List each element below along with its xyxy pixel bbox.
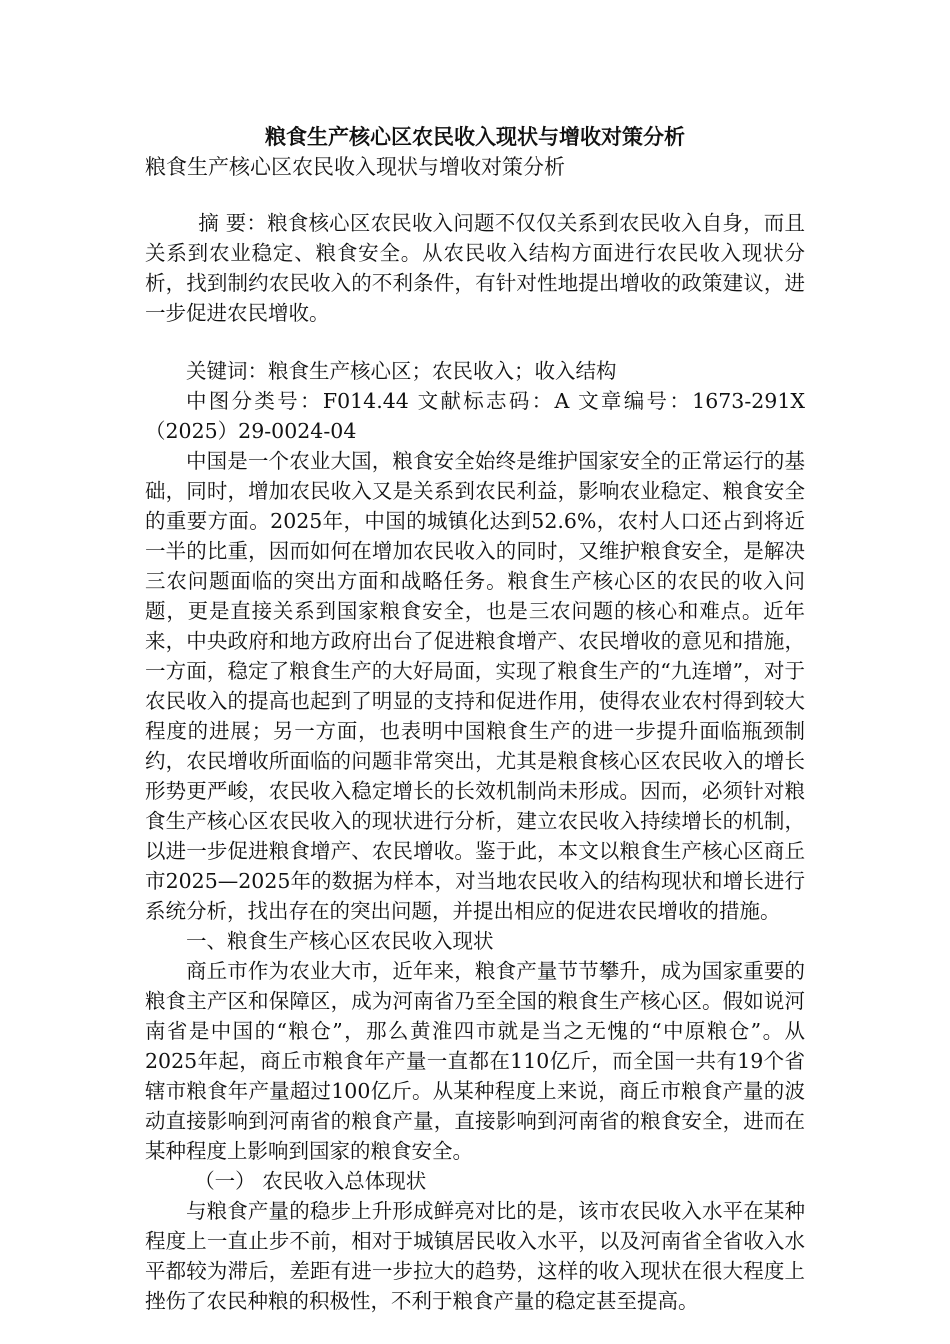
section-heading: 一、粮食生产核心区农民收入现状 <box>186 929 494 953</box>
document-subtitle: 粮食生产核心区农民收入现状与增收对策分析 <box>145 155 565 179</box>
document-page <box>145 122 805 1316</box>
intro-paragraph: 中国是一个农业大国，粮食安全始终是维护国家安全的正常运行的基础，同时，增加农民收入又是关系到农民利益，影响农业稳定、粮食安全的重要方面。2025年，中国的城镇化达到52.6%，农村人口还占到将近一半的比重，因而如何在增加农民收入的同时，又维护粮食安全，是解决三农问题面临的突出方面和战略任务。粮食生产核心区的农民的收入问题，更是直接关系到国家粮食安全，也是三农问题的核心和难点。近年来，中央政府和地方政府出台了促进粮食增产、农民增收的意见和措施，一方面，稳定了粮食生产的大好局面，实现了粮食生产的“九连增”，对于农民收入的提高也起到了明显的支持和促进作用，使得农业农村得到较大程度的进展；另一方面，也表明中国粮食生产的进一步提升面临瓶颈制约，农民增收所面临的问题非常突出，尤其是粮食核心区农民收入的增长形势更严峻，农民收入稳定增长的长效机制尚未形成。因而，必须针对粮食生产核心区农民收入的现状进行分析，建立农民收入持续增长的机制，以进一步促进粮食增产、农民增收。鉴于此，本文以粮食生产核心区商丘市2025—2025年的数据为样本，对当地农民收入的结构现状和增长进行系统分析，找出存在的突出问题，并提出相应的促进农民增收的措施。 <box>145 449 805 923</box>
subsection-paragraph: 与粮食产量的稳步上升形成鲜亮对比的是，该市农民收入水平在某种程度上一直止步不前，相对于城镇居民收入水平，以及河南省全省收入水平都较为滞后，差距有进一步拉大的趋势，这样的收入现状在很大程度上挫伤了农民种粮的积极性，不利于粮食产量的稳定甚至提高。 <box>145 1199 805 1313</box>
keywords-line: 关键词：粮食生产核心区；农民收入；收入结构 <box>186 359 617 383</box>
keywords-block <box>145 356 805 446</box>
document-title: 粮食生产核心区农民收入现状与增收对策分析 <box>265 124 685 149</box>
classification-line: 中图分类号：F014.44 文献标志码：A 文章编号：1673-291X（2025）29-0024-04 <box>145 389 805 443</box>
subsection-heading: （一） 农民收入总体现状 <box>194 1169 427 1193</box>
section-paragraph: 商丘市作为农业大市，近年来，粮食产量节节攀升，成为国家重要的粮食主产区和保障区，成为河南省乃至全国的粮食生产核心区。假如说河南省是中国的“粮仓”，那么黄淮四市就是当之无愧的“中原粮仓”。从2025年起，商丘市粮食年产量一直都在110亿斤，而全国一共有19个省辖市粮食年产量超过100亿斤。从某种程度上来说，商丘市粮食产量的波动直接影响到河南省的粮食产量，直接影响到河南省的粮食安全，进而在某种程度上影响到国家的粮食安全。 <box>145 959 805 1163</box>
abstract-paragraph: 摘 要：粮食核心区农民收入问题不仅仅关系到农民收入自身，而且关系到农业稳定、粮食安全。从农民收入结构方面进行农民收入现状分析，找到制约农民收入的不利条件，有针对性地提出增收的政策建议，进一步促进农民增收。 <box>145 211 805 325</box>
